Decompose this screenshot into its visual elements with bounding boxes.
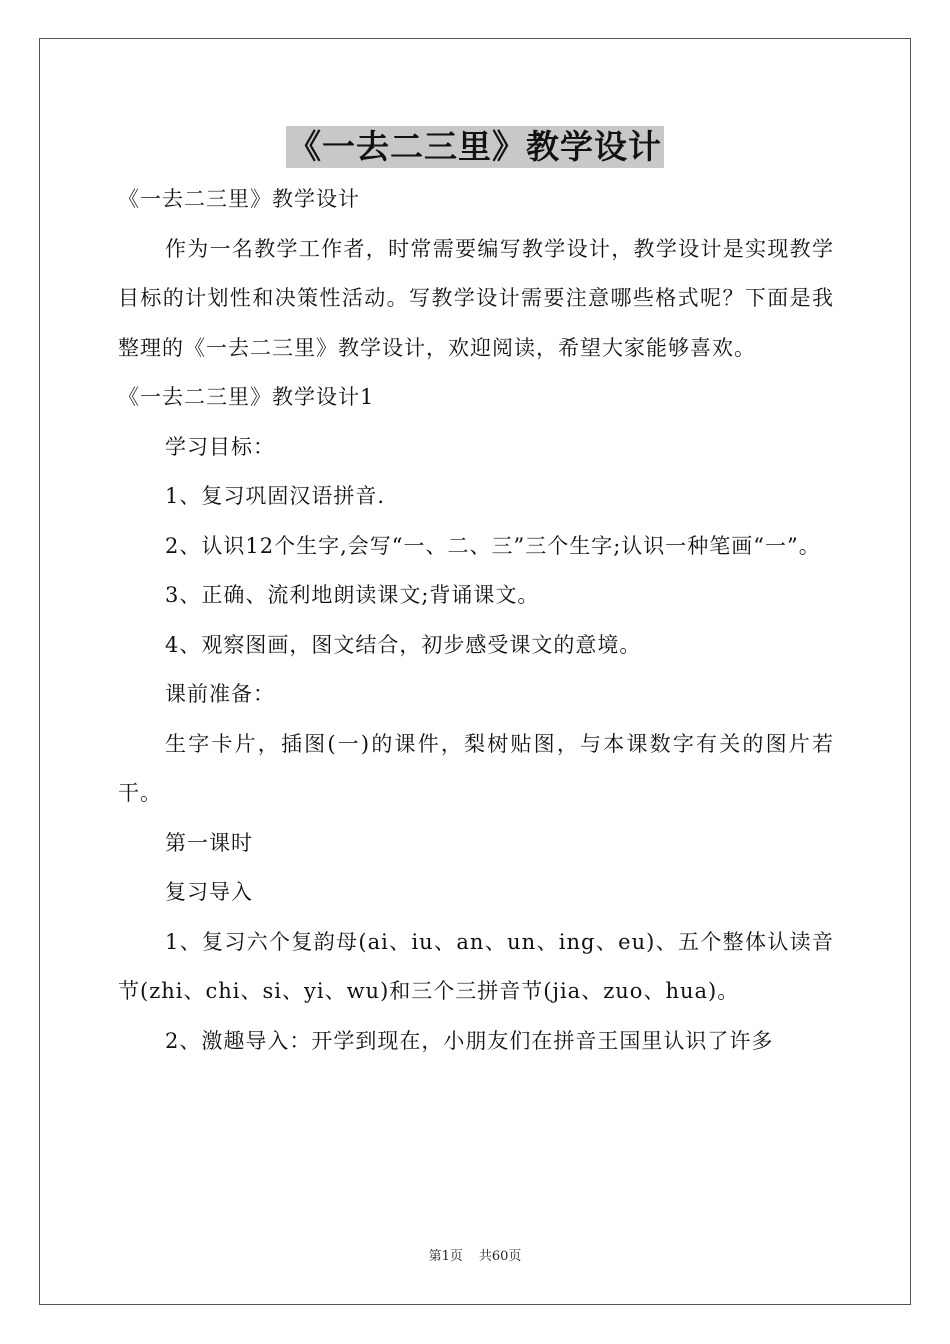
paragraph-subtitle: 《一去二三里》教学设计 [118,187,360,211]
paragraph-review-intro: 复习导入 [165,880,253,904]
paragraph-review-1: 1、复习六个复韵母(ai、iu、an、un、ing、eu)、五个整体认读音节(zhi、chi、si、yi、wu)和三个三拼音节(jia、zuo、hua)。 [118,929,834,1003]
paragraph-first-lesson: 第一课时 [165,830,253,855]
document-body [118,175,834,1066]
paragraph-goal-1: 1、复习巩固汉语拼音. [165,484,386,508]
page-number: 第1页 [428,1249,463,1264]
paragraph-section-heading: 《一去二三里》教学设计1 [118,385,375,409]
paragraph-goal-4: 4、观察图画，图文结合，初步感受课文的意境。 [165,632,642,657]
paragraph-preparation-heading: 课前准备： [165,682,275,706]
title-container [0,126,950,168]
paragraph-goal-2: 2、认识12个生字,会写“一、二、三”三个生字;认识一种笔画“一”。 [165,533,821,558]
document-title: 《一去二三里》教学设计 [288,127,662,166]
page-total: 共60页 [478,1249,522,1264]
paragraph-review-2: 2、激趣导入：开学到现在，小朋友们在拼音王国里认识了许多 [165,1028,774,1053]
paragraph-goal-3: 3、正确、流利地朗读课文;背诵课文。 [165,583,540,607]
paragraph-learning-goals-heading: 学习目标： [165,434,275,459]
paragraph-intro: 作为一名教学工作者，时常需要编写教学设计，教学设计是实现教学目标的计划性和决策性活动。写教学设计需要注意哪些格式呢？下面是我整理的《一去二三里》教学设计，欢迎阅读，希望大家能够喜欢。 [118,236,834,360]
page-footer [0,1248,950,1266]
paragraph-preparation: 生字卡片，插图(一)的课件，梨树贴图，与本课数字有关的图片若干。 [118,731,834,805]
